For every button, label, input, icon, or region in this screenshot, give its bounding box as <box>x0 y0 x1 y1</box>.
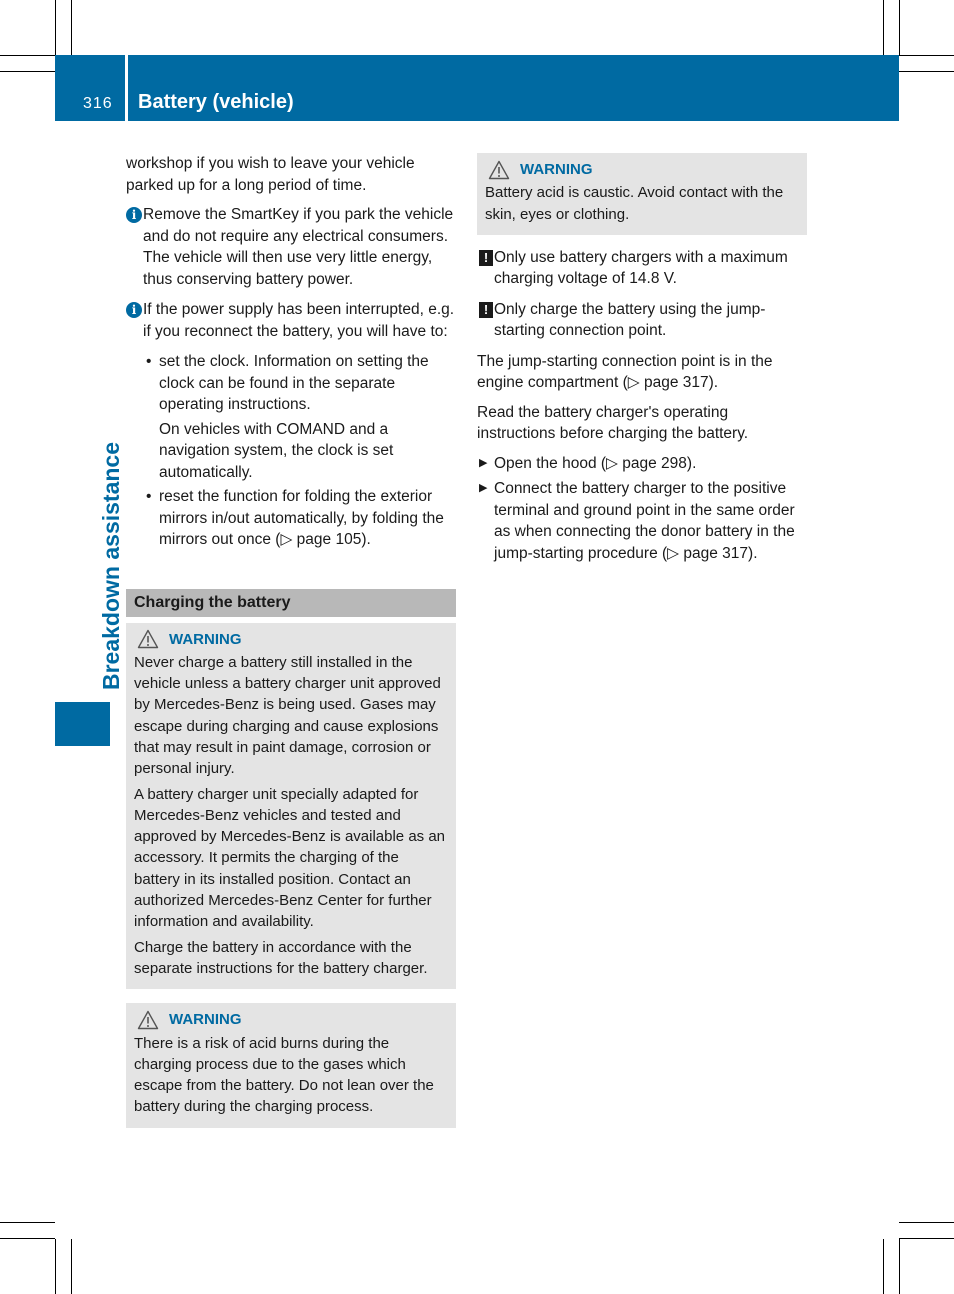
section-heading: Charging the battery <box>126 589 456 617</box>
crop-mark <box>883 0 884 55</box>
warning-header <box>134 629 448 650</box>
caution-note <box>477 247 807 290</box>
crop-mark <box>899 71 954 72</box>
page-header <box>55 55 899 121</box>
info-note <box>126 204 456 290</box>
left-column <box>126 153 456 1128</box>
warning-header <box>134 1009 448 1030</box>
warning-triangle-icon <box>137 629 159 649</box>
bullet-text: set the clock. Information on setting the clock can be found in the separate operating instructions. <box>159 353 429 413</box>
crop-mark <box>71 0 72 55</box>
right-column <box>477 153 807 568</box>
crop-mark <box>899 1222 954 1223</box>
caution-text: Only charge the battery using the jump-starting connection point. <box>494 300 766 340</box>
warning-box <box>126 1003 456 1127</box>
step-item <box>477 453 807 475</box>
bullet-dot-icon: • <box>146 488 152 505</box>
crop-mark <box>0 71 55 72</box>
warning-text: A battery charger unit specially adapted for Mercedes-Benz vehicles and tested and approved by Mercedes-Benz is available as an accessory. It permits the charging of the battery in its installed position. Contact an authorized Mercedes-Benz Center for further information and availability. <box>134 785 446 931</box>
caution-text: Only use battery chargers with a maximum charging voltage of 14.8 V. <box>494 248 788 288</box>
info-note-text: If the power supply has been interrupted, e.g. if you reconnect the battery, you will have to: <box>143 301 455 340</box>
body-paragraph: The jump-starting connection point is in the engine compartment (▷ page 317). <box>477 352 773 392</box>
bullet-subtext: On vehicles with COMAND and a navigation system, the clock is set automatically. <box>159 420 394 481</box>
warning-text: There is a risk of acid burns during the charging process due to the gases which escape from the battery. Do not lean over the battery during the charging process. <box>134 1034 434 1116</box>
step-arrow-icon: ▶ <box>479 456 488 469</box>
crop-mark <box>899 1238 954 1239</box>
warning-triangle-icon <box>137 1010 159 1030</box>
chapter-tab-marker <box>55 702 110 746</box>
bullet-text: reset the function for folding the exterior mirrors in/out automatically, by folding the mirrors out once (▷ page 105). <box>159 488 444 548</box>
caution-note <box>477 299 807 342</box>
warning-text: Battery acid is caustic. Avoid contact with the skin, eyes or clothing. <box>485 184 784 223</box>
warning-box <box>126 623 456 990</box>
crop-mark <box>883 1239 884 1294</box>
step-arrow-icon: ▶ <box>479 482 488 495</box>
step-text: Open the hood (▷ page 298). <box>494 454 697 472</box>
exclamation-icon: ! <box>479 302 493 318</box>
page-number: 316 <box>83 95 113 112</box>
bullet-item <box>126 486 456 551</box>
exclamation-icon: ! <box>479 250 493 266</box>
step-item <box>477 478 807 564</box>
info-icon: i <box>126 302 142 318</box>
crop-mark <box>0 55 55 56</box>
warning-text: Never charge a battery still installed in the vehicle unless a battery charger unit approved by Mercedes-Benz is being used. Gases may escape during charging and cause explosions that may result in paint damage, corrosion or personal injury. <box>134 653 441 778</box>
bullet-dot-icon: • <box>146 353 152 370</box>
crop-mark <box>55 0 56 55</box>
crop-mark <box>71 1239 72 1294</box>
page-title: Battery (vehicle) <box>138 91 294 113</box>
info-note <box>126 299 456 342</box>
crop-mark <box>899 55 954 56</box>
header-divider <box>125 55 128 121</box>
warning-box <box>477 153 807 235</box>
bullet-item <box>126 351 456 416</box>
chapter-label: Breakdown assistance <box>98 441 124 690</box>
warning-label: WARNING <box>520 161 593 178</box>
warning-label: WARNING <box>169 1011 242 1029</box>
crop-mark <box>55 1239 56 1294</box>
crop-mark <box>0 1222 55 1223</box>
warning-triangle-icon <box>488 160 510 180</box>
crop-mark <box>899 1239 900 1294</box>
warning-text: Charge the battery in accordance with the separate instructions for the battery charger. <box>134 938 428 977</box>
warning-header <box>485 159 799 180</box>
crop-mark <box>0 1238 55 1239</box>
crop-mark <box>899 0 900 55</box>
step-text: Connect the battery charger to the positive terminal and ground point in the same order as when connecting the donor battery in the jump-starting procedure (▷ page 317). <box>494 480 795 562</box>
intro-paragraph: workshop if you wish to leave your vehicle parked up for a long period of time. <box>126 155 415 194</box>
warning-label: WARNING <box>169 630 242 648</box>
info-icon: i <box>126 207 142 223</box>
info-note-text: Remove the SmartKey if you park the vehicle and do not require any electrical consumers. The vehicle will then use very little energy, thus conserving battery power. <box>143 206 454 288</box>
body-paragraph: Read the battery charger's operating instructions before charging the battery. <box>477 403 749 443</box>
